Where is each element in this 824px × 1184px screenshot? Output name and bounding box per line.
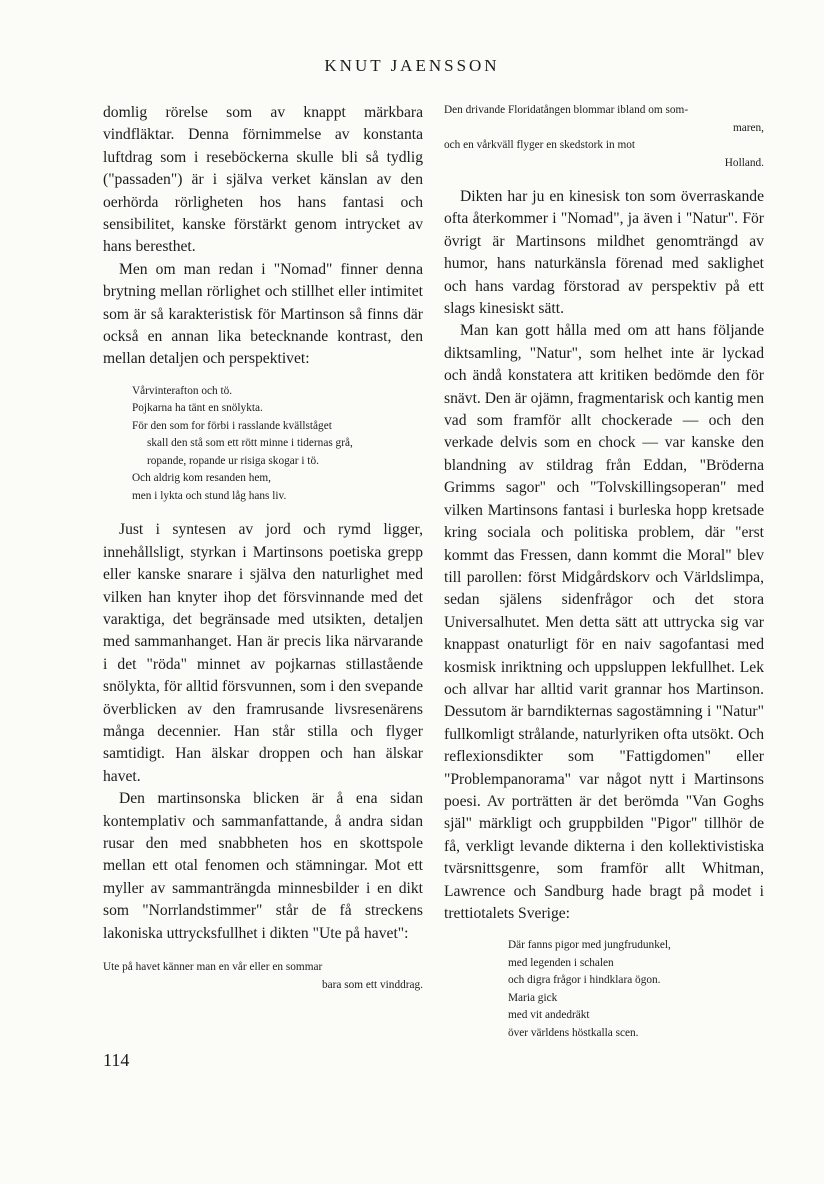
paragraph: domlig rörelse som av knappt märkbara vindfläktar. Denna förnimmelse av konstanta luftdrag som i reseböckerna skulle bli så tydlig ("passaden") är i själva verket känslan av den oerhörda rörligheten hos hans fantasi och sensibilitet, kanske förstärkt genom intrycket av hans beresthet. (103, 104, 423, 256)
paragraph: Den martinsonska blicken är å ena sidan kontemplativ och sammanfattande, å andra sidan rusar den med snabbheten hos en skottspole mellan ett otal fenomen och stämningar. Mot ett myller av sammanträngda minnesbilder i en dikt som "Norrlandstimmer" står de få streckens lakoniska uttrycksfullhet i dikten "Ute på havet": (103, 790, 423, 942)
paragraph: Dikten har ju en kinesisk ton som överraskande ofta återkommer i "Nomad", ja även i "Natur". För övrigt är Martinsons mildhet genomträngd av humor, hans naturkänsla förenad med saklighet och hans vardag förstorad av perspektiv på ett slags kinesiskt sätt. (444, 188, 764, 318)
poem-excerpt (508, 937, 764, 1042)
poem-line: Och aldrig kom resanden hem, (132, 472, 271, 485)
poem-line: och digra frågor i hindklara ögon. (508, 974, 661, 987)
left-column (103, 102, 423, 994)
poem-excerpt (444, 102, 764, 172)
poem-line: skall den stå som ett rött minne i tidernas grå, (147, 437, 353, 450)
page-number: 114 (103, 1050, 130, 1070)
poem-line: Ute på havet känner man en vår eller en sommar (103, 961, 323, 974)
poem-line: med vit andedräkt (508, 1009, 590, 1022)
poem-line: maren, (732, 121, 764, 134)
poem-line: Den drivande Floridatången blommar ibland om som- (444, 104, 689, 116)
poem-line: bara som ett vinddrag. (321, 978, 423, 991)
poem-line: men i lykta och stund låg hans liv. (132, 489, 287, 502)
poem-line: Pojkarna ha tänt en snölykta. (132, 402, 263, 415)
paragraph: Man kan gott hålla med om att hans följande diktsamling, "Natur", som helhet inte är lyckad och ändå konstatera att kritiken bedömde den för snävt. Den är ojämn, fragmentarisk och kantig men vad som framför allt chockerade — och den verkade delvis som en chock — var kanske den blandning av stildrag från Eddan, "Bröderna Grimms sagor" och "Tolvskillingsoperan" med vilken Martinsons fantasi i burleska hopp kretsade kring sociala och politiska problem, där "erst kommt das Fressen, dann kommt die Moral" blev till parollen: först Midgårdskorv och Världslimpa, sedan själens sidenfrågor och det stora Universalhutet. Men detta sätt att uttrycka sig var knappast onaturligt för en naiv sagofantasi med kosmisk inriktning och uppsluppen lekfullhet. Lek och allvar har alltid varit grannar hos Martinson. Dessutom är barndikternas sagostämning i "Natur" fullkomligt strålande, naturlyriken ofta utsökt. Och reflexionsdikter som "Fattigdomen" eller "Problempanorama" var något nytt i Martinsons poesi. Av porträtten är det berömda "Van Goghs själ" märkligt och gruppbilden "Pigor" tillhör de få, verkligt levande dikterna i den kollektivistiska tvärsnittsgenre, som framför allt Whitman, Lawrence och Sandburg hade bragt på modet i trettiotalets Sverige: (444, 322, 765, 922)
poem-line: med legenden i schalen (508, 956, 614, 969)
poem-excerpt (103, 959, 423, 994)
poem-excerpt (132, 383, 423, 506)
paragraph: Men om man redan i "Nomad" finner denna brytning mellan rörlighet och stillhet eller intimitet som är så karakteristisk för Martinson så finns där också en annan lika betecknande kontrast, den mellan detaljen och perspektivet: (103, 260, 423, 368)
poem-line: ropande, ropande ur risiga skogar i tö. (147, 454, 319, 467)
poem-line: och en vårkväll flyger en skedstork in mot (444, 139, 636, 151)
poem-line: Maria gick (508, 991, 558, 1004)
poem-line: Där fanns pigor med jungfrudunkel, (508, 939, 671, 952)
paragraph: Just i syntesen av jord och rymd ligger, innehållsligt, styrkan i Martinsons poetiska grepp eller kanske snarare i själva den naturlighet med vilken han knyter ihop det försvinnande med det varaktiga, det begränsade med utsikten, detaljen med sammanhanget. Han är precis lika närvarande i det "röda" minnet av pojkarnas stillastående snölykta, för alltid försvunnen, som i den svepande överblicken av den framrusande livsresenärens många decennier. Han står stilla och flyger samtidigt. Han älskar droppen och han älskar havet. (103, 521, 423, 785)
poem-line: För den som for förbi i rasslande kvällståget (132, 419, 332, 432)
poem-line: Holland. (724, 156, 764, 169)
right-column (444, 102, 764, 1042)
running-header: KNUT JAENSSON (324, 56, 500, 75)
poem-line: över världens höstkalla scen. (508, 1026, 639, 1039)
poem-line: Vårvinterafton och tö. (132, 384, 233, 397)
